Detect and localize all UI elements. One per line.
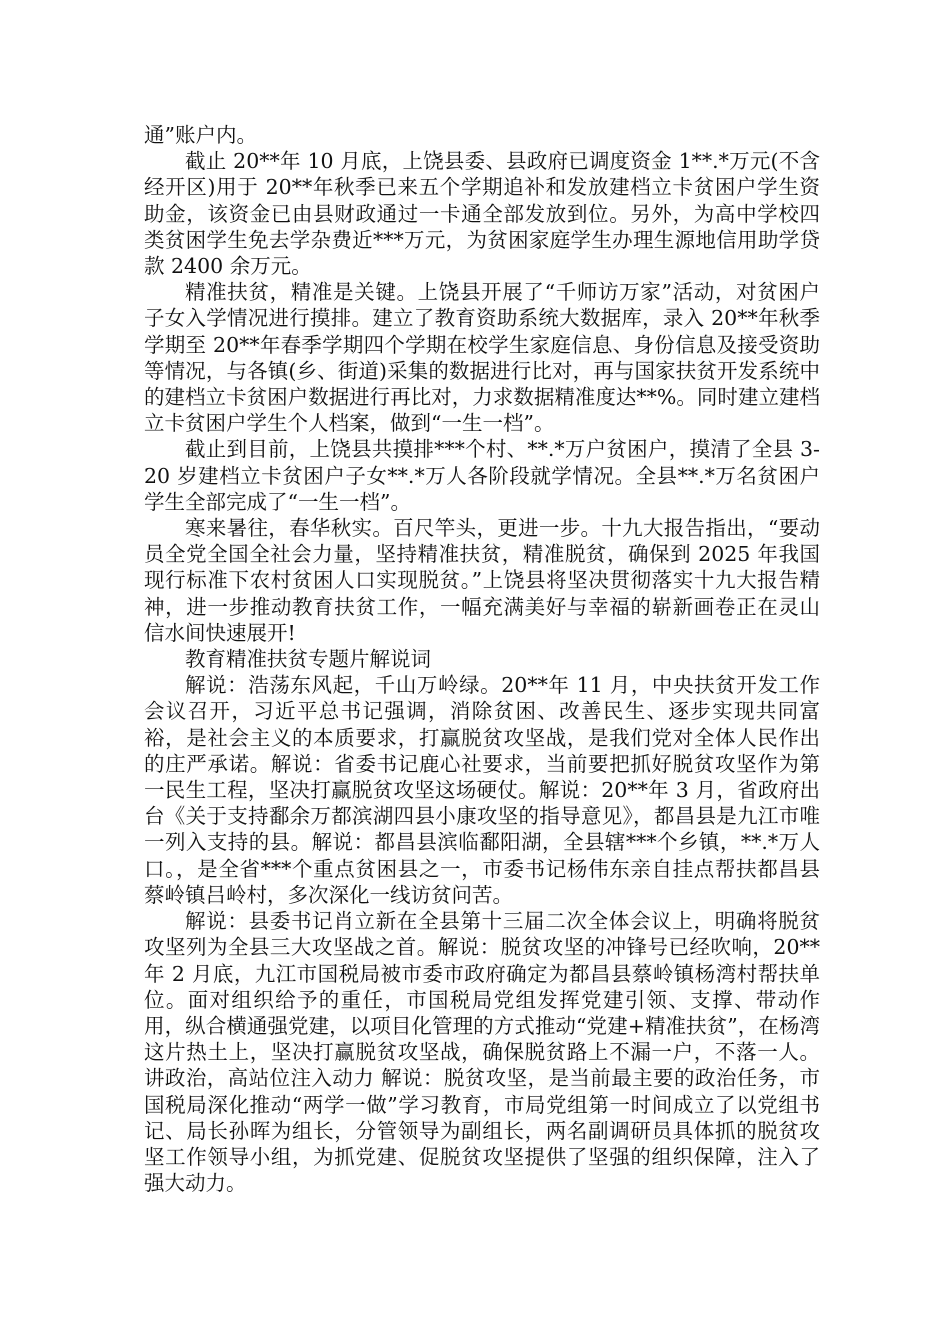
paragraph-precision: 精准扶贫，精准是关键。上饶县开展了“千师访万家”活动，对贫困户子女入学情况进行摸排。建立了教育资助系统大数据库，录入 20**年秋季学期至 20**年春季学期四个学期在校学生家庭信息、身份信息及接受资助等情况，与各镇(乡、街道)采集的数据进行比对，再与国家扶贫开发系统中的建档立卡贫困户数据进行再比对，力求数据精准度达**%。同时建立建档立卡贫困户学生个人档案，做到“一生一档”。 — [144, 280, 820, 436]
paragraph-funding: 截止 20**年 10 月底，上饶县委、县政府已调度资金 1**.*万元(不含经开区)用于 20**年秋季已来五个学期追补和发放建档立卡贫困户学生资助金，该资金已由县财政通过一卡通全部发放到位。另外，为高中学校四类贫困学生免去学杂费近***万元，为贫困家庭学生办理生源地信用助学贷款 2400 余万元。 — [144, 149, 820, 279]
section-heading: 教育精准扶贫专题片解说词 — [185, 647, 431, 672]
paragraph-outlook: 寒来暑往，春华秋实。百尺竿头，更进一步。十九大报告指出，“要动员全党全国全社会力量，坚持精准扶贫，精准脱贫，确保到 2025 年我国现行标准下农村贫困人口实现脱贫。”上饶县将坚决贯彻落实十九大报告精神，进一步推动教育扶贫工作，一幅充满美好与幸福的崭新画卷正在灵山信水间快速展开! — [144, 516, 820, 645]
paragraph-survey: 截止到目前，上饶县共摸排***个村、**.*万户贫困户，摸清了全县 3-20 岁建档立卡贫困户子女**.*万人各阶段就学情况。全县**.*万名贫困户学生全部完成了“一生一档”。 — [144, 437, 820, 514]
paragraph-account-end: 通”账户内。 — [144, 123, 257, 147]
paragraph-narration-1: 解说：浩荡东风起，千山万岭绿。20**年 11 月，中央扶贫开发工作会议召开，习近平总书记强调，消除贫困、改善民生、逐步实现共同富裕，是社会主义的本质要求，打赢脱贫攻坚战，是我们党对全体人民作出的庄严承诺。解说：省委书记鹿心社要求，当前要把抓好脱贫攻坚作为第一民生工程，坚决打赢脱贫攻坚这场硬仗。解说：20**年 3 月，省政府出台《关于支持鄱余万都滨湖四县小康攻坚的指导意见》，都昌县是九江市唯一列入支持的县。解说：都昌县滨临鄱阳湖，全县辖***个乡镇，**.*万人口。，是全省***个重点贫困县之一，市委书记杨伟东亲自挂点帮扶都昌县蔡岭镇吕岭村，多次深化一线访贫问苦。 — [144, 673, 820, 907]
paragraph-narration-2: 解说：县委书记肖立新在全县第十三届二次全体会议上，明确将脱贫攻坚列为全县三大攻坚战之首。解说：脱贫攻坚的冲锋号已经吹响，20**年 2 月底，九江市国税局被市委市政府确定为都昌县蔡岭镇杨湾村帮扶单位。面对组织给予的重任，市国税局党组发挥党建引领、支撑、带动作用，纵合横通强党建，以项目化管理的方式推动“党建+精准扶贫”，在杨湾这片热土上，坚决打赢脱贫攻坚战，确保脱贫路上不漏一户，不落一人。讲政治，高站位注入动力 解说：脱贫攻坚，是当前最主要的政治任务，市国税局深化推动“两学一做”学习教育，市局党组第一时间成立了以党组书记、局长孙晖为组长，分管领导为副组长，两名副调研员具体抓的脱贫攻坚工作领导小组，为抓党建、促脱贫攻坚提供了坚强的组织保障，注入了强大动力。 — [144, 909, 820, 1196]
document-body — [144, 122, 820, 1196]
